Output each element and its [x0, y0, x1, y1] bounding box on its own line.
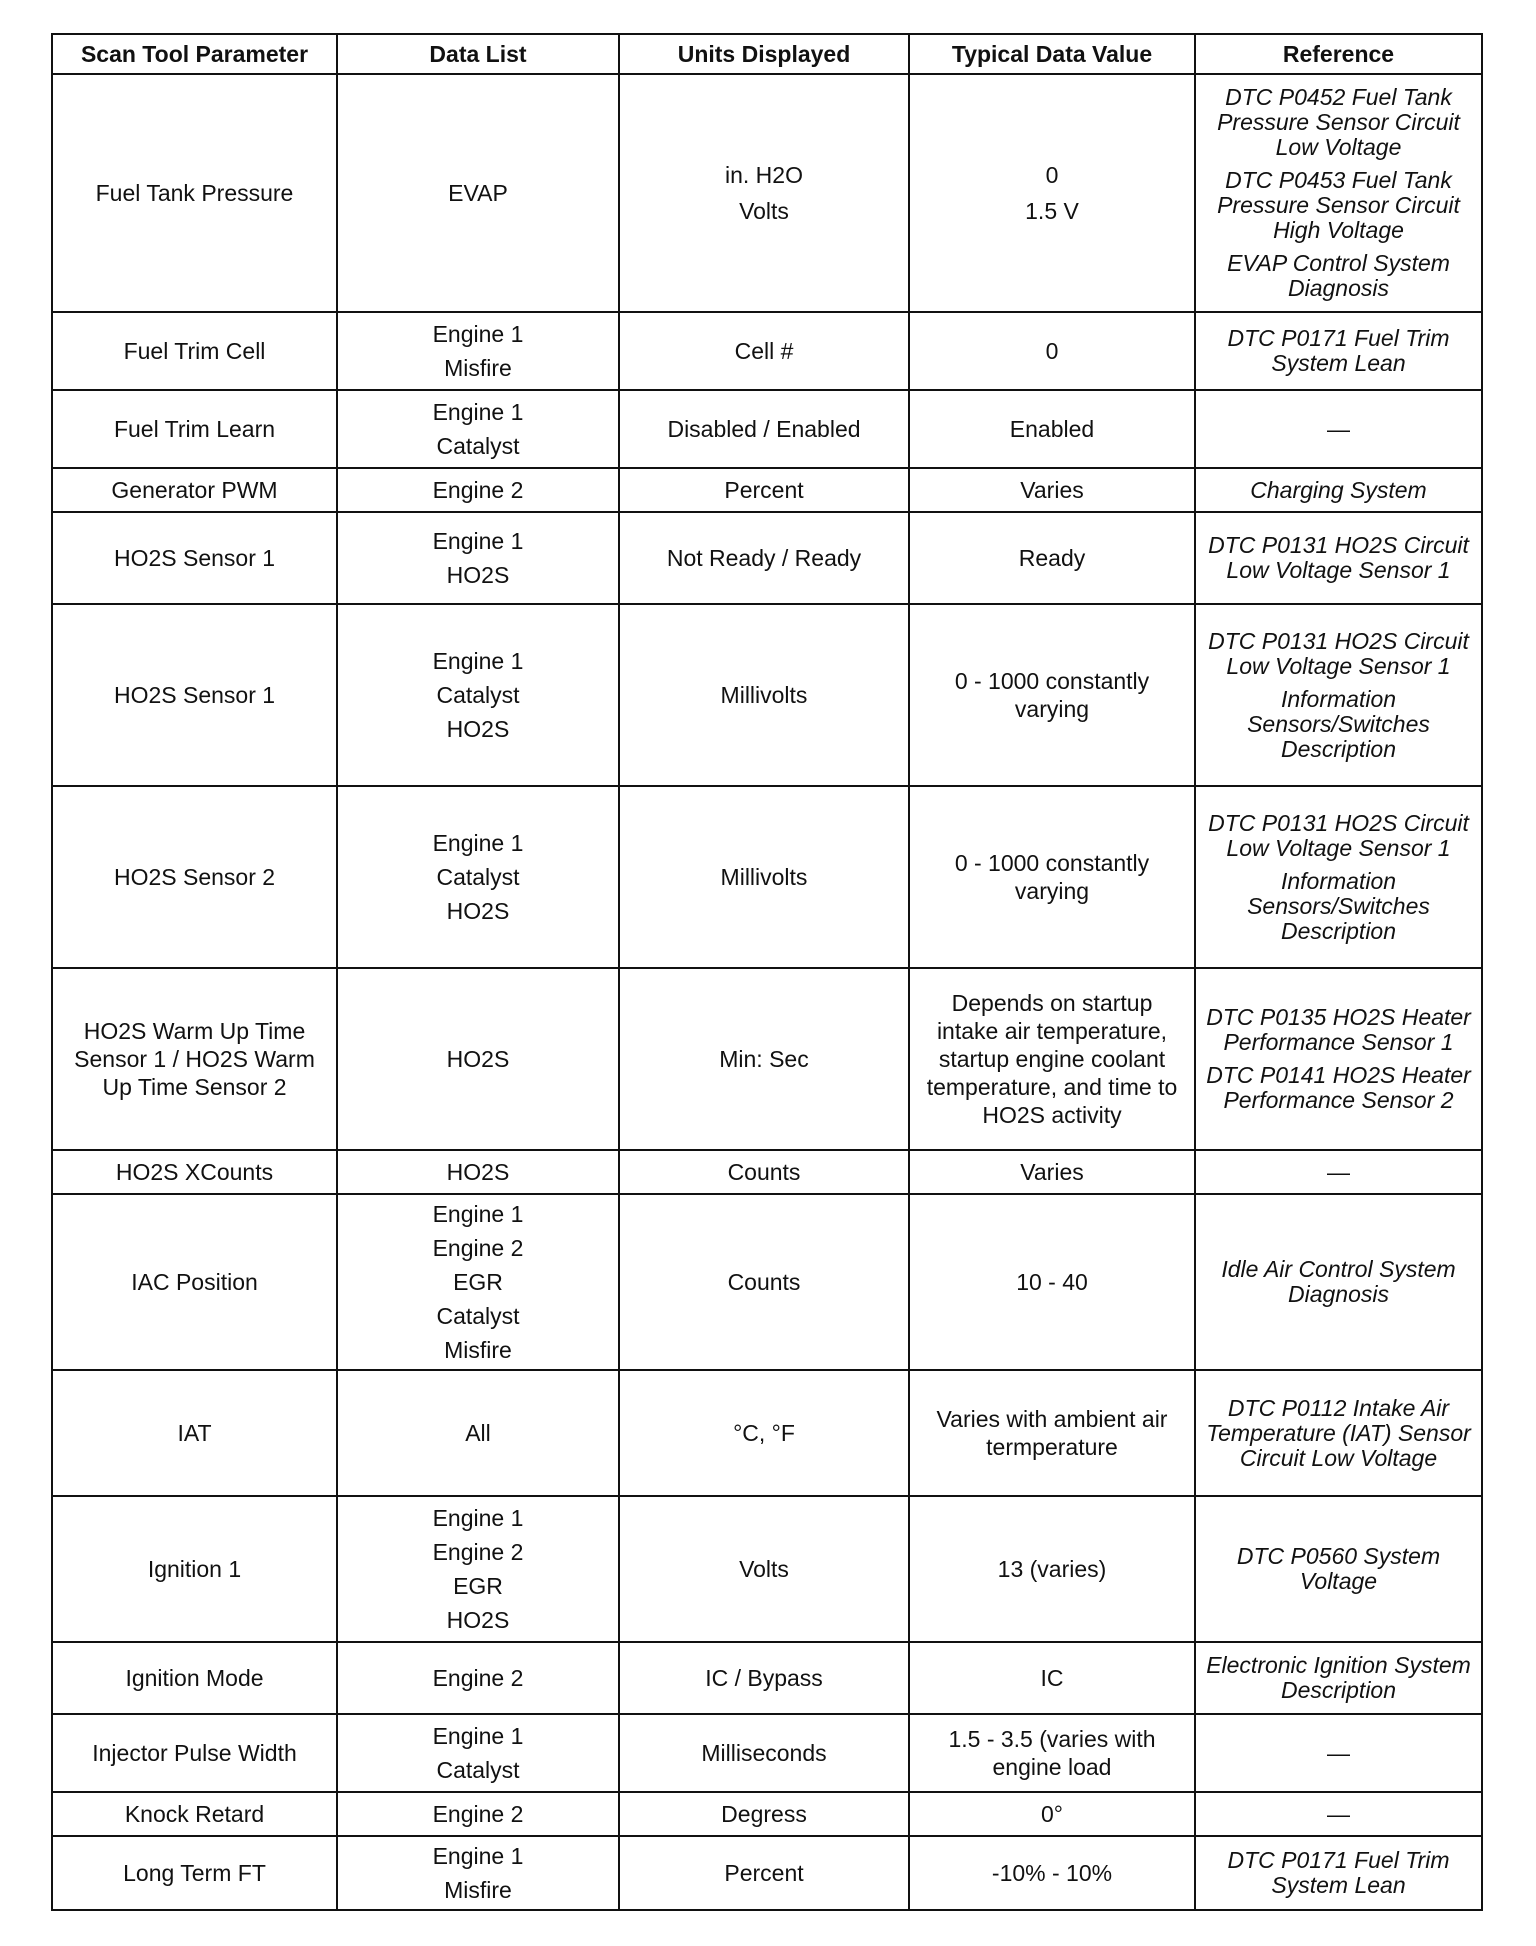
reference-text: Charging System: [1250, 476, 1427, 503]
cell-typical: [909, 1194, 1195, 1370]
cell-typical: [909, 1150, 1195, 1194]
table-row: [52, 968, 1482, 1150]
data-list-item: Misfire: [444, 1877, 512, 1903]
data-list-item: HO2S: [446, 562, 510, 588]
units-text: °C, °F: [733, 1420, 795, 1446]
typical-text: 0 - 1000 constantly varying: [954, 850, 1150, 904]
cell-param: [52, 604, 337, 786]
data-list-item: Engine 2: [432, 1539, 524, 1565]
cell-data-list: [337, 1792, 619, 1836]
reference-text: —: [1327, 1801, 1350, 1827]
cell-typical: [909, 604, 1195, 786]
reference-text: DTC P0131 HO2S Circuit Low Voltage Sensor 1: [1208, 809, 1469, 861]
cell-param: [52, 1836, 337, 1910]
reference-text: —: [1327, 416, 1350, 442]
cell-units: [619, 1642, 909, 1714]
cell-reference: [1195, 468, 1482, 512]
param-text: Long Term FT: [123, 1860, 266, 1886]
cell-param: [52, 1150, 337, 1194]
cell-param: [52, 312, 337, 390]
reference-text: DTC P0452 Fuel Tank Pressure Sensor Circuit Low Voltage: [1217, 84, 1460, 160]
typical-text: 1.5 - 3.5 (varies with engine load: [948, 1726, 1156, 1780]
data-list-item: Catalyst: [436, 433, 520, 459]
table-row: [52, 1496, 1482, 1642]
reference-text: DTC P0141 HO2S Heater Performance Sensor 2: [1206, 1062, 1471, 1113]
reference-text: DTC P0135 HO2S Heater Performance Sensor 1: [1206, 1004, 1471, 1055]
data-list-item: HO2S: [446, 1159, 510, 1185]
cell-param: [52, 968, 337, 1150]
param-text: Knock Retard: [124, 1801, 265, 1827]
cell-units: [619, 390, 909, 468]
table-row: [52, 1194, 1482, 1370]
reference-text: DTC P0131 HO2S Circuit Low Voltage Sensor 1: [1208, 627, 1469, 679]
cell-reference: [1195, 1642, 1482, 1714]
data-list-item: Engine 2: [432, 1665, 524, 1691]
typical-text: Enabled: [1009, 416, 1095, 442]
cell-reference: [1195, 1714, 1482, 1792]
data-list-item: Engine 1: [432, 830, 524, 856]
table-row: [52, 468, 1482, 512]
units-text: in. H2O: [725, 162, 803, 188]
data-list-item: Engine 1: [432, 399, 524, 425]
cell-reference: [1195, 512, 1482, 604]
cell-typical: [909, 968, 1195, 1150]
cell-param: [52, 468, 337, 512]
header-param: Scan Tool Parameter: [52, 34, 337, 74]
data-list-item: Catalyst: [436, 682, 520, 708]
units-text: Volts: [739, 1556, 789, 1582]
units-text: Min: Sec: [719, 1046, 809, 1072]
header-typical: Typical Data Value: [909, 34, 1195, 74]
reference-text: DTC P0453 Fuel Tank Pressure Sensor Circuit High Voltage: [1217, 167, 1460, 243]
reference-text: DTC P0171 Fuel Trim System Lean: [1227, 1847, 1450, 1898]
reference-text: Information Sensors/Switches Description: [1247, 867, 1430, 944]
reference-text: Information Sensors/Switches Description: [1247, 685, 1430, 762]
cell-reference: [1195, 1370, 1482, 1496]
cell-typical: [909, 1642, 1195, 1714]
typical-text: 0: [1045, 162, 1059, 188]
table-row: [52, 512, 1482, 604]
param-text: Ignition Mode: [125, 1665, 264, 1691]
reference-text: DTC P0560 System Voltage: [1236, 1543, 1441, 1594]
param-text: HO2S XCounts: [115, 1159, 274, 1185]
param-text: Fuel Trim Cell: [123, 338, 266, 364]
cell-reference: [1195, 1150, 1482, 1194]
cell-param: [52, 1370, 337, 1496]
param-text: IAT: [177, 1420, 212, 1446]
typical-text: 0 - 1000 constantly varying: [954, 668, 1150, 722]
table-row: [52, 1792, 1482, 1836]
cell-reference: [1195, 1836, 1482, 1910]
param-text: Fuel Trim Learn: [113, 416, 276, 442]
reference-text: Electronic Ignition System Description: [1206, 1652, 1471, 1703]
header-units: Units Displayed: [619, 34, 909, 74]
cell-typical: [909, 1496, 1195, 1642]
data-list-item: Misfire: [444, 355, 512, 381]
cell-data-list: [337, 1642, 619, 1714]
reference-text: —: [1327, 1740, 1350, 1766]
cell-param: [52, 786, 337, 968]
cell-units: [619, 968, 909, 1150]
table-row: [52, 604, 1482, 786]
cell-units: [619, 1194, 909, 1370]
cell-data-list: [337, 1496, 619, 1642]
data-list-item: Misfire: [444, 1337, 512, 1363]
table-row: [52, 312, 1482, 390]
cell-param: [52, 512, 337, 604]
typical-text: 0: [1045, 338, 1059, 364]
table-row: [52, 1836, 1482, 1910]
data-list-item: Catalyst: [436, 1757, 520, 1783]
cell-reference: [1195, 604, 1482, 786]
cell-data-list: [337, 786, 619, 968]
data-list-item: HO2S: [446, 1607, 510, 1633]
param-text: HO2S Sensor 1: [113, 682, 276, 708]
cell-typical: [909, 312, 1195, 390]
data-list-item: HO2S: [446, 1046, 510, 1072]
cell-data-list: [337, 1836, 619, 1910]
units-text: Disabled / Enabled: [667, 416, 861, 442]
units-text: Percent: [724, 477, 804, 503]
header-row: [52, 34, 1482, 74]
cell-reference: [1195, 786, 1482, 968]
units-text: Millivolts: [720, 682, 808, 708]
header-list: Data List: [337, 34, 619, 74]
param-text: Ignition 1: [147, 1556, 242, 1582]
cell-typical: [909, 512, 1195, 604]
units-text: Counts: [727, 1159, 801, 1185]
cell-param: [52, 1642, 337, 1714]
units-text: Millivolts: [720, 864, 808, 890]
reference-text: DTC P0171 Fuel Trim System Lean: [1227, 325, 1450, 376]
data-list-item: HO2S: [446, 716, 510, 742]
param-text: IAC Position: [131, 1269, 258, 1295]
typical-text: IC: [1040, 1665, 1064, 1691]
reference-text: DTC P0112 Intake Air Temperature (IAT) Sensor Circuit Low Voltage: [1206, 1394, 1471, 1471]
param-text: HO2S Sensor 2: [113, 864, 276, 890]
reference-text: —: [1327, 1159, 1350, 1185]
typical-text: Ready: [1018, 545, 1086, 571]
reference-text: DTC P0131 HO2S Circuit Low Voltage Sensor 1: [1208, 532, 1469, 583]
cell-typical: [909, 468, 1195, 512]
units-text: Percent: [724, 1860, 804, 1886]
cell-units: [619, 74, 909, 312]
cell-reference: [1195, 1194, 1482, 1370]
reference-text: EVAP Control System Diagnosis: [1227, 250, 1450, 301]
cell-units: [619, 1792, 909, 1836]
data-list-item: EVAP: [448, 180, 508, 206]
data-list-item: Catalyst: [436, 1303, 520, 1329]
cell-data-list: [337, 1370, 619, 1496]
table-row: [52, 1150, 1482, 1194]
cell-param: [52, 74, 337, 312]
data-list-item: EGR: [453, 1573, 503, 1599]
param-text: Generator PWM: [111, 477, 278, 503]
cell-reference: [1195, 74, 1482, 312]
units-text: Counts: [727, 1269, 801, 1295]
units-text: IC / Bypass: [705, 1665, 823, 1691]
cell-units: [619, 312, 909, 390]
data-list-item: Engine 1: [432, 1843, 524, 1869]
reference-text: Idle Air Control System Diagnosis: [1221, 1256, 1456, 1307]
typical-text: 0°: [1041, 1801, 1063, 1827]
data-list-item: Engine 2: [432, 477, 524, 503]
cell-units: [619, 468, 909, 512]
header-reference: Reference: [1195, 34, 1482, 74]
typical-text: 10 - 40: [1016, 1269, 1088, 1295]
typical-text: 13 (varies): [997, 1556, 1107, 1582]
data-list-item: Engine 1: [432, 1723, 524, 1749]
cell-reference: [1195, 1792, 1482, 1836]
scan-tool-data-table: [51, 33, 1483, 1911]
table-row: [52, 786, 1482, 968]
data-list-item: Catalyst: [436, 864, 520, 890]
typical-text: -10% - 10%: [991, 1860, 1113, 1886]
data-list-item: Engine 1: [432, 321, 524, 347]
cell-typical: [909, 1836, 1195, 1910]
cell-units: [619, 1836, 909, 1910]
cell-units: [619, 1496, 909, 1642]
typical-text: 1.5 V: [1025, 198, 1079, 224]
data-list-item: Engine 2: [432, 1235, 524, 1261]
cell-reference: [1195, 390, 1482, 468]
data-list-item: EGR: [453, 1269, 503, 1295]
units-text: Not Ready / Ready: [666, 545, 862, 571]
typical-text: Varies: [1020, 477, 1084, 503]
data-list-item: Engine 1: [432, 1201, 524, 1227]
param-text: HO2S Sensor 1: [113, 545, 276, 571]
data-list-item: Engine 1: [432, 648, 524, 674]
units-text: Milliseconds: [701, 1740, 827, 1766]
cell-data-list: [337, 390, 619, 468]
cell-data-list: [337, 512, 619, 604]
cell-units: [619, 604, 909, 786]
cell-data-list: [337, 604, 619, 786]
cell-param: [52, 1194, 337, 1370]
cell-typical: [909, 1370, 1195, 1496]
cell-param: [52, 1714, 337, 1792]
table-row: [52, 1714, 1482, 1792]
cell-param: [52, 1496, 337, 1642]
data-list-item: Engine 1: [432, 528, 524, 554]
cell-typical: [909, 1714, 1195, 1792]
cell-units: [619, 786, 909, 968]
cell-param: [52, 390, 337, 468]
param-text: Fuel Tank Pressure: [95, 180, 294, 206]
cell-data-list: [337, 1150, 619, 1194]
typical-text: Depends on startup intake air temperature, startup engine coolant temperature, and time to HO2S activity: [926, 990, 1178, 1128]
cell-data-list: [337, 312, 619, 390]
data-list-item: All: [465, 1420, 491, 1446]
typical-text: Varies: [1020, 1159, 1084, 1185]
cell-units: [619, 1714, 909, 1792]
table-body: [52, 74, 1482, 1910]
cell-reference: [1195, 968, 1482, 1150]
cell-data-list: [337, 1194, 619, 1370]
cell-reference: [1195, 1496, 1482, 1642]
cell-data-list: [337, 968, 619, 1150]
cell-typical: [909, 74, 1195, 312]
cell-units: [619, 512, 909, 604]
cell-typical: [909, 390, 1195, 468]
table-row: [52, 1370, 1482, 1496]
cell-param: [52, 1792, 337, 1836]
cell-units: [619, 1150, 909, 1194]
typical-text: Varies with ambient air termperature: [936, 1406, 1168, 1460]
cell-reference: [1195, 312, 1482, 390]
cell-typical: [909, 786, 1195, 968]
units-text: Volts: [739, 198, 789, 224]
cell-typical: [909, 1792, 1195, 1836]
cell-data-list: [337, 468, 619, 512]
cell-data-list: [337, 1714, 619, 1792]
data-list-item: HO2S: [446, 898, 510, 924]
units-text: Degress: [721, 1801, 807, 1827]
data-list-item: Engine 2: [432, 1801, 524, 1827]
cell-data-list: [337, 74, 619, 312]
data-list-item: Engine 1: [432, 1505, 524, 1531]
param-text: Injector Pulse Width: [92, 1740, 297, 1766]
param-text: HO2S Warm Up Time Sensor 1 / HO2S Warm Up Time Sensor 2: [74, 1018, 315, 1100]
units-text: Cell #: [734, 338, 794, 364]
table-row: [52, 74, 1482, 312]
cell-units: [619, 1370, 909, 1496]
table-row: [52, 390, 1482, 468]
table-row: [52, 1642, 1482, 1714]
